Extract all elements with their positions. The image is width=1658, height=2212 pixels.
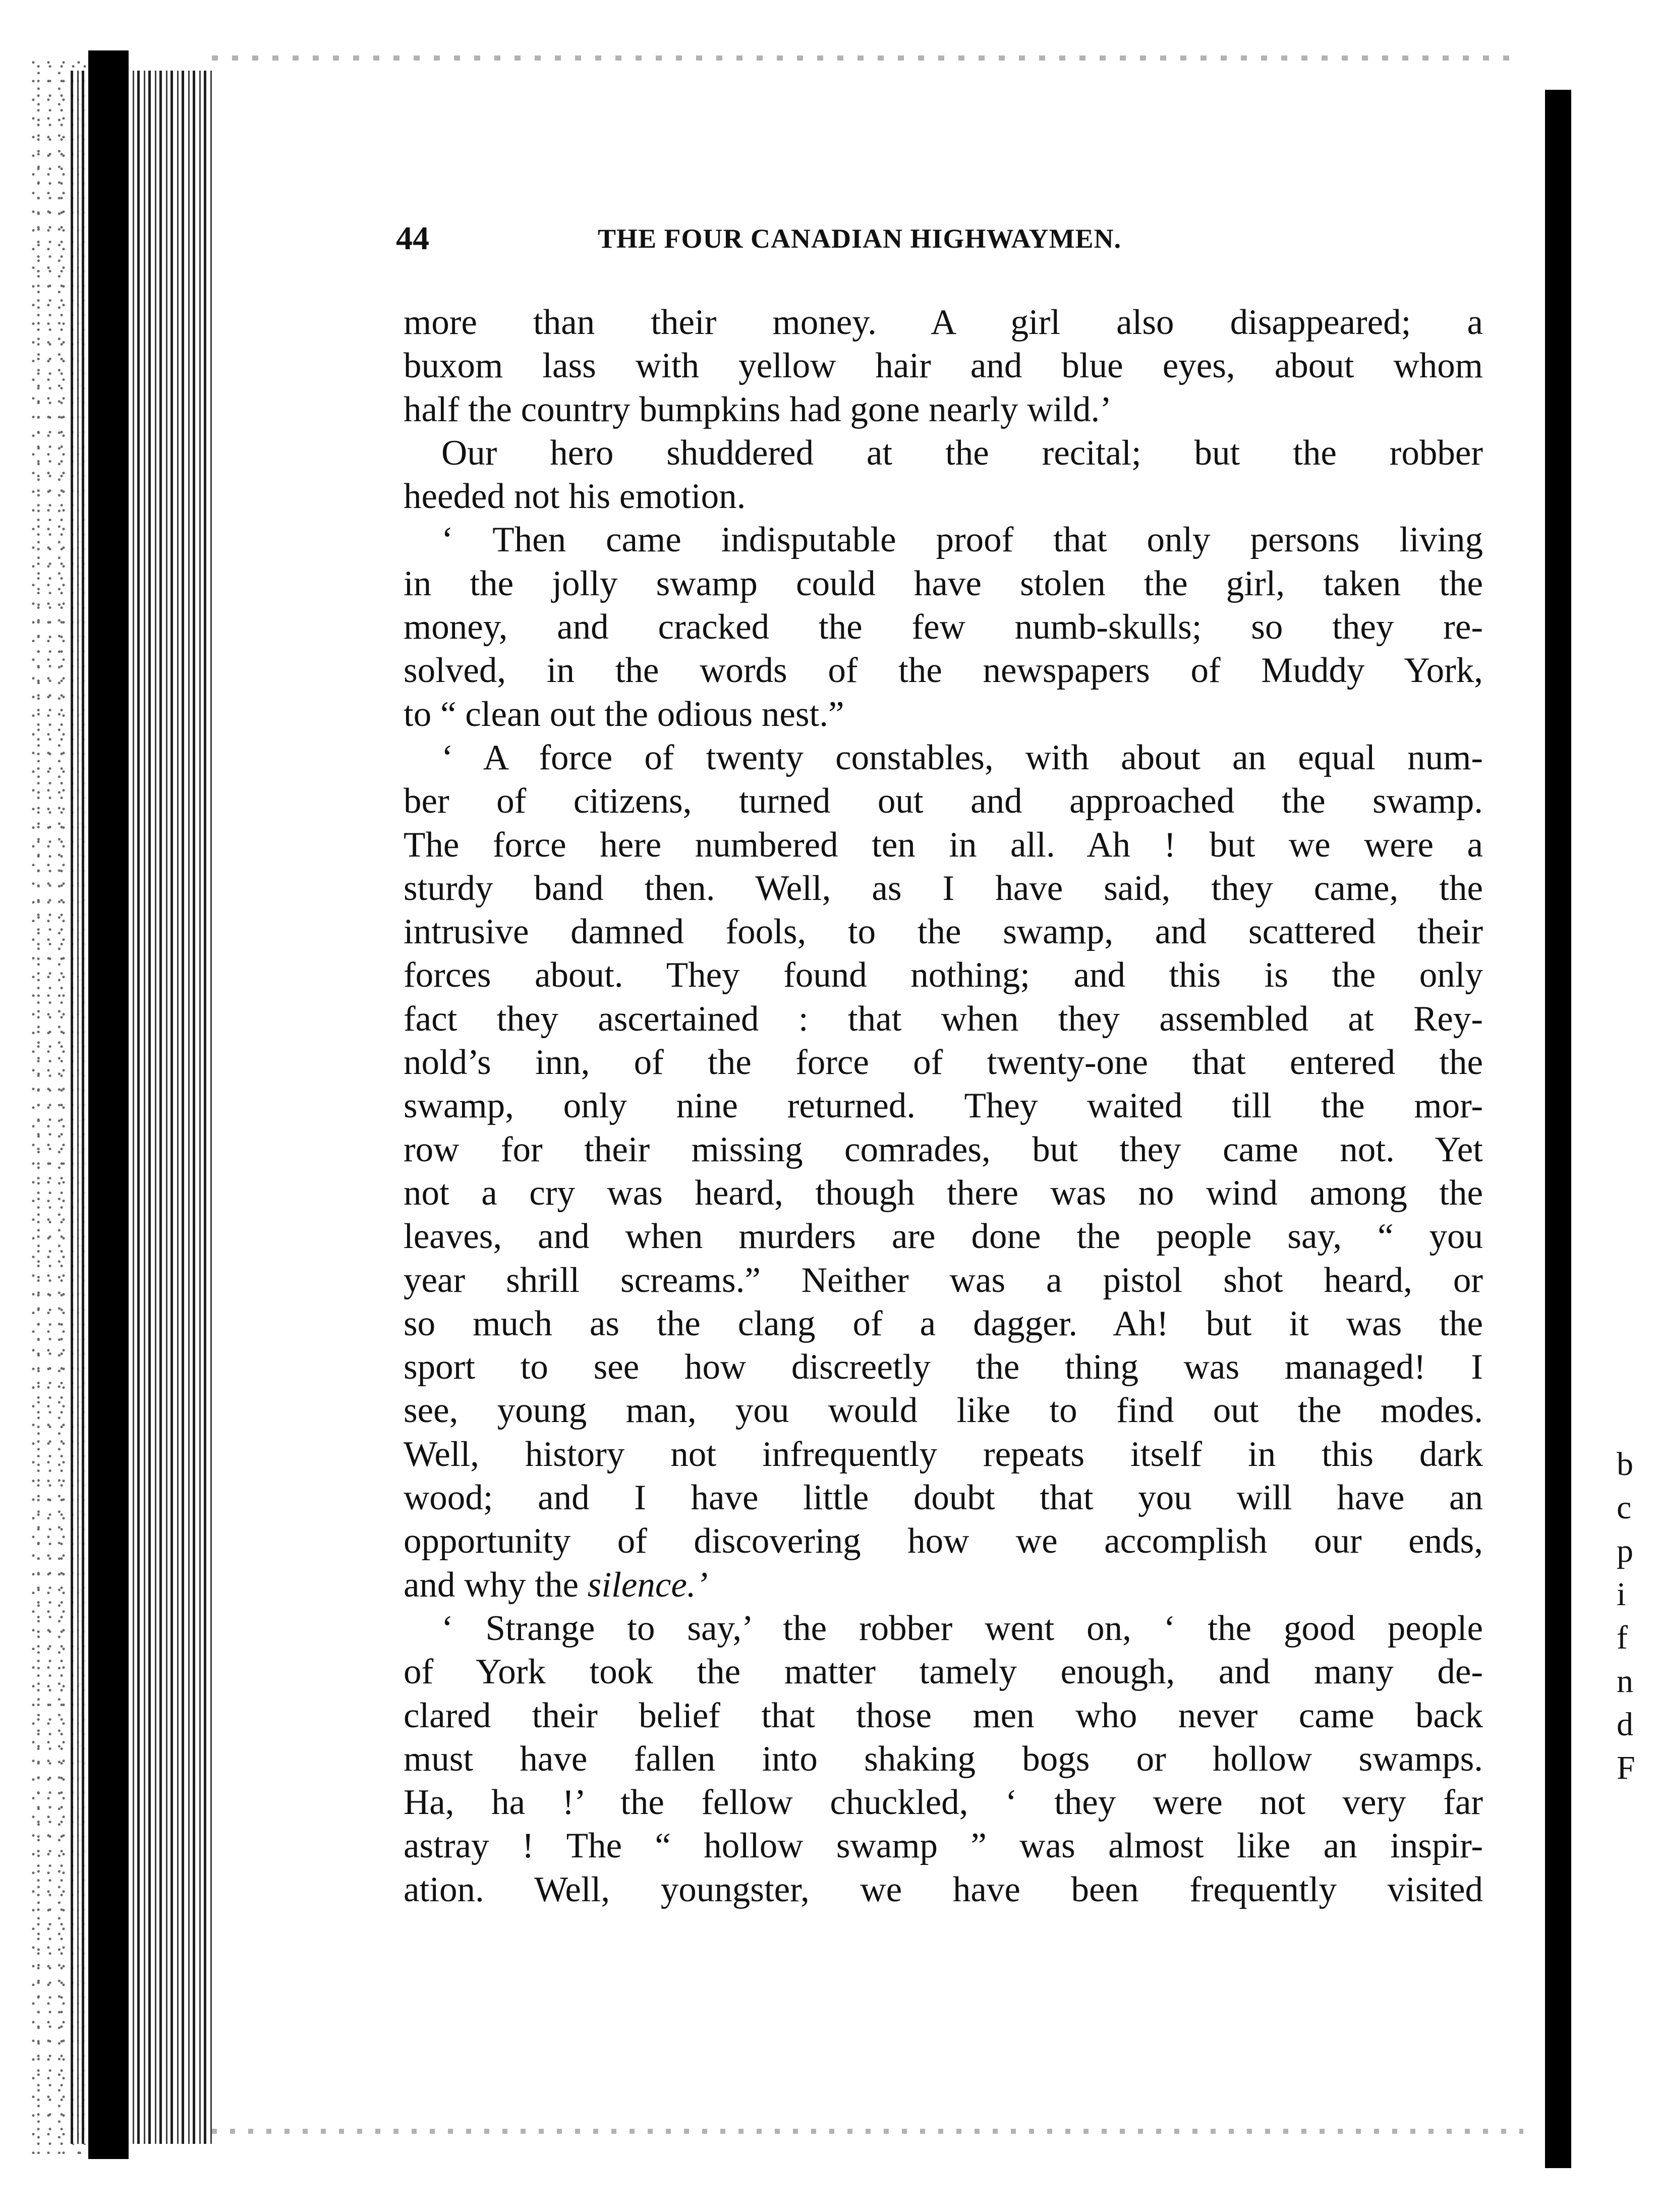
binding-shadow [88, 50, 129, 2159]
edge-fragment: i [1617, 1576, 1626, 1613]
edge-fragment: f [1617, 1619, 1628, 1656]
text-line: row for their missing comrades, but they came not. Yet [404, 1129, 1483, 1169]
text-line: buxom lass with yellow hair and blue eyes, about whom [404, 346, 1483, 386]
text-line: ber of citizens, turned out and approached the swamp. [404, 781, 1483, 821]
text-line: half the country bumpkins had gone nearly wild.’ [404, 389, 1112, 429]
text-line: in the jolly swamp could have stolen the girl, taken the [404, 563, 1483, 603]
text-line: ation. Well, youngster, we have been frequently visited [404, 1869, 1483, 1909]
text-line: solved, in the words of the newspapers of Muddy York, [404, 651, 1483, 691]
text-line: The force here numbered ten in all. Ah ! but we were a [404, 825, 1483, 865]
text-line: money, and cracked the few numb-skulls; so they re- [404, 607, 1483, 647]
edge-fragment: c [1617, 1489, 1632, 1526]
text-line: so much as the clang of a dagger. Ah! but it was the [404, 1303, 1483, 1343]
text-line: Our hero shuddered at the recital; but the robber [441, 433, 1483, 473]
edge-fragment: b [1617, 1446, 1633, 1483]
text-line: leaves, and when murders are done the people say, “ you [404, 1217, 1483, 1257]
edge-fragment: d [1617, 1706, 1633, 1743]
text-line: fact they ascertained : that when they assembled at Rey- [404, 999, 1483, 1039]
text-line [404, 1563, 1483, 1607]
text-line: forces about. They found nothing; and this is the only [404, 955, 1483, 995]
text-line: ‘ Then came indisputable proof that only persons living [441, 520, 1483, 560]
text-line: Ha, ha !’ the fellow chuckled, ‘ they were not very far [404, 1783, 1483, 1823]
text-line: intrusive damned fools, to the swamp, and scattered their [404, 912, 1483, 952]
edge-fragment: F [1617, 1749, 1635, 1786]
text-line: see, young man, you would like to find out the modes. [404, 1391, 1483, 1431]
text-line: nold’s inn, of the force of twenty-one that entered the [404, 1043, 1483, 1083]
italic-word: silence.’ [587, 1565, 708, 1605]
text-line: clared their belief that those men who never came back [404, 1695, 1483, 1735]
text-line: wood; and I have little doubt that you will have an [404, 1478, 1483, 1518]
text-line: year shrill screams.” Neither was a pistol shot heard, or [404, 1260, 1483, 1300]
text-line: sport to see how discreetly the thing was managed! I [404, 1347, 1483, 1387]
text-line: Well, history not infrequently repeats itself in this dark [404, 1434, 1483, 1474]
text-line: heeded not his emotion. [404, 477, 746, 517]
text-line: astray ! The “ hollow swamp ” was almost like an inspir- [404, 1826, 1483, 1866]
body-text [404, 301, 1483, 1911]
bottom-page-edge [212, 2129, 1523, 2134]
text-line: opportunity of discovering how we accomplish our ends, [404, 1521, 1483, 1561]
right-scan-border [1545, 90, 1571, 2168]
page-header [396, 216, 1329, 261]
text-line-start: and why the [404, 1565, 579, 1605]
text-line: sturdy band then. Well, as I have said, they came, the [404, 868, 1483, 908]
text-line: to “ clean out the odious nest.” [404, 694, 844, 734]
text-line: ‘ A force of twenty constables, with about an equal num- [441, 738, 1483, 777]
edge-fragment: p [1617, 1533, 1633, 1569]
text-line: more than their money. A girl also disappeared; a [404, 303, 1483, 342]
text-line: swamp, only nine returned. They waited till the mor- [404, 1086, 1483, 1126]
edge-fragment: n [1617, 1663, 1633, 1699]
running-head: THE FOUR CANADIAN HIGHWAYMEN. [598, 223, 1122, 254]
text-line: of York took the matter tamely enough, and many de- [404, 1652, 1483, 1692]
text-line: must have fallen into shaking bogs or hollow swamps. [404, 1739, 1483, 1779]
page-number: 44 [396, 220, 429, 257]
text-line: not a cry was heard, though there was no wind among the [404, 1173, 1483, 1213]
top-page-edge [212, 55, 1523, 61]
text-line: ‘ Strange to say,’ the robber went on, ‘ the good people [441, 1608, 1483, 1648]
next-page-edge-fragments [1617, 1443, 1652, 1790]
